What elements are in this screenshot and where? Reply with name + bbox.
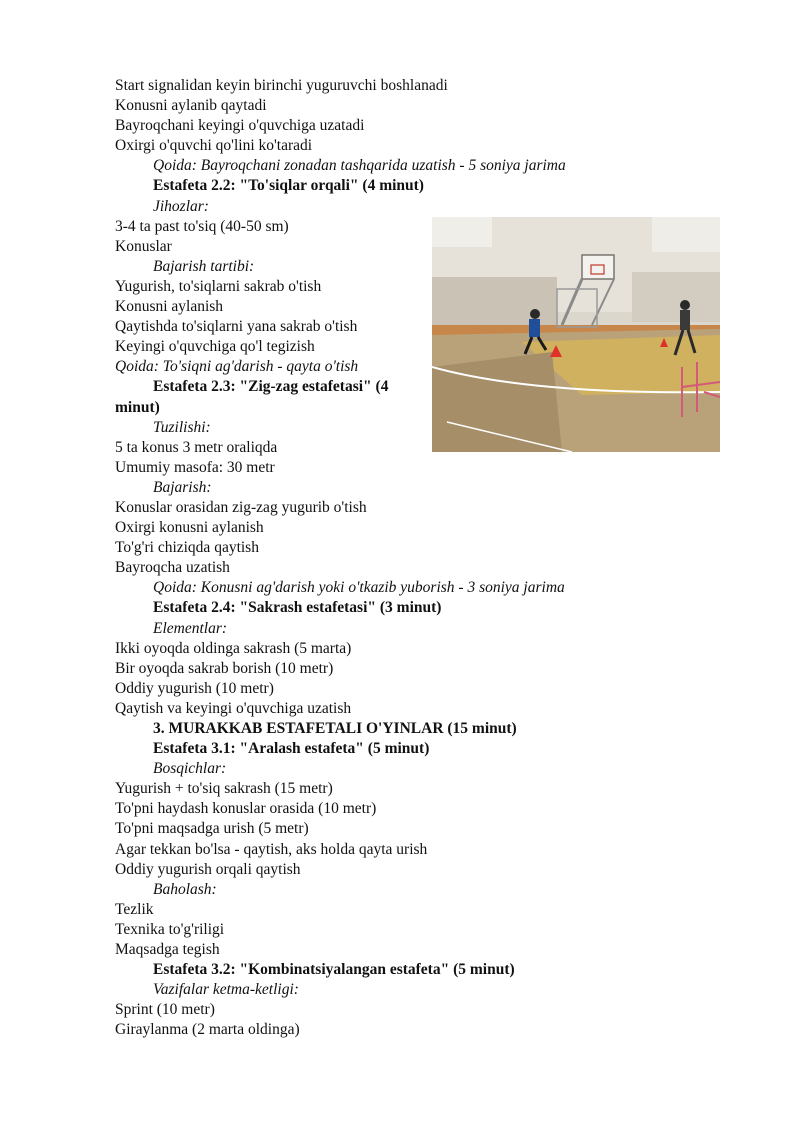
chapter-heading: 3. MURAKKAB ESTAFETALI O'YINLAR (15 minut): [153, 720, 517, 737]
text-line: Oddiy yugurish orqali qaytish: [115, 860, 301, 878]
text-line: Sprint (10 metr): [115, 1001, 215, 1019]
section-heading: Estafeta 2.2: "To'siqlar orqali" (4 minut): [153, 177, 424, 195]
text-line: To'g'ri chiziqda qaytish: [115, 539, 259, 557]
text-line: Texnika to'g'riligi: [115, 920, 225, 938]
text-line: Yugurish + to'siq sakrash (15 metr): [115, 780, 333, 798]
subheading: Elementlar:: [153, 619, 228, 637]
text-line: Oddiy yugurish (10 metr): [115, 679, 274, 697]
text-line: Konuslar: [115, 237, 172, 255]
text-line: Oxirgi o'quvchi qo'lini ko'taradi: [115, 137, 313, 155]
section-heading: Estafeta 2.3: "Zig-zag estafetasi" (4 minut): [115, 378, 389, 416]
text-line: Qaytishda to'siqlarni yana sakrab o'tish: [115, 318, 358, 336]
subheading: Jihozlar:: [153, 197, 209, 215]
text-line: To'pni haydash konuslar orasida (10 metr): [115, 800, 377, 818]
rule-note: Qoida: Bayroqchani zonadan tashqarida uzatish - 5 soniya jarima: [153, 157, 566, 175]
subheading: Bajarish:: [153, 478, 212, 496]
subheading: Bajarish tartibi:: [153, 257, 255, 275]
text-line: Konusni aylanish: [115, 298, 224, 316]
text-line: Konuslar orasidan zig-zag yugurib o'tish: [115, 498, 367, 516]
rule-note: Qoida: To'siqni ag'darish - qayta o'tish: [115, 358, 359, 376]
text-line: Giraylanma (2 marta oldinga): [115, 1021, 300, 1039]
text-line: Qaytish va keyingi o'quvchiga uzatish: [115, 699, 352, 717]
text-line: To'pni maqsadga urish (5 metr): [115, 820, 309, 838]
text-line: Yugurish, to'siqlarni sakrab o'tish: [115, 277, 322, 295]
text-line: Maqsadga tegish: [115, 941, 220, 959]
text-line: Bayroqcha uzatish: [115, 559, 230, 577]
text-line: Start signalidan keyin birinchi yuguruvchi boshlanadi: [115, 77, 448, 94]
section-heading: Estafeta 3.2: "Kombinatsiyalangan estafeta" (5 minut): [153, 961, 515, 979]
subheading: Tuzilishi:: [153, 418, 211, 436]
text-line: Agar tekkan bo'lsa - qaytish, aks holda qayta urish: [115, 840, 428, 858]
text-line: Umumiy masofa: 30 metr: [115, 458, 275, 476]
text-line: Ikki oyoqda oldinga sakrash (5 marta): [115, 639, 352, 657]
subheading: Vazifalar ketma-ketligi:: [153, 981, 299, 999]
text-line: Tezlik: [115, 900, 154, 918]
text-line: 3-4 ta past to'siq (40-50 sm): [115, 217, 289, 235]
section-heading: Estafeta 3.1: "Aralash estafeta" (5 minut): [153, 740, 430, 758]
text-line: Oxirgi konusni aylanish: [115, 519, 264, 537]
rule-note: Qoida: Konusni ag'darish yoki o'tkazib yuborish - 3 soniya jarima: [153, 579, 565, 597]
text-line: Bir oyoqda sakrab borish (10 metr): [115, 659, 334, 677]
subheading: Baholash:: [153, 880, 217, 898]
text-line: Keyingi o'quvchiga qo'l tegizish: [115, 338, 315, 356]
section-heading: Estafeta 2.4: "Sakrash estafetasi" (3 minut): [153, 599, 442, 617]
subheading: Bosqichlar:: [153, 760, 227, 778]
gym-relay-photo: [432, 217, 720, 452]
text-line: 5 ta konus 3 metr oraliqda: [115, 438, 278, 456]
text-line: Konusni aylanib qaytadi: [115, 97, 267, 115]
text-line: Bayroqchani keyingi o'quvchiga uzatadi: [115, 117, 365, 135]
